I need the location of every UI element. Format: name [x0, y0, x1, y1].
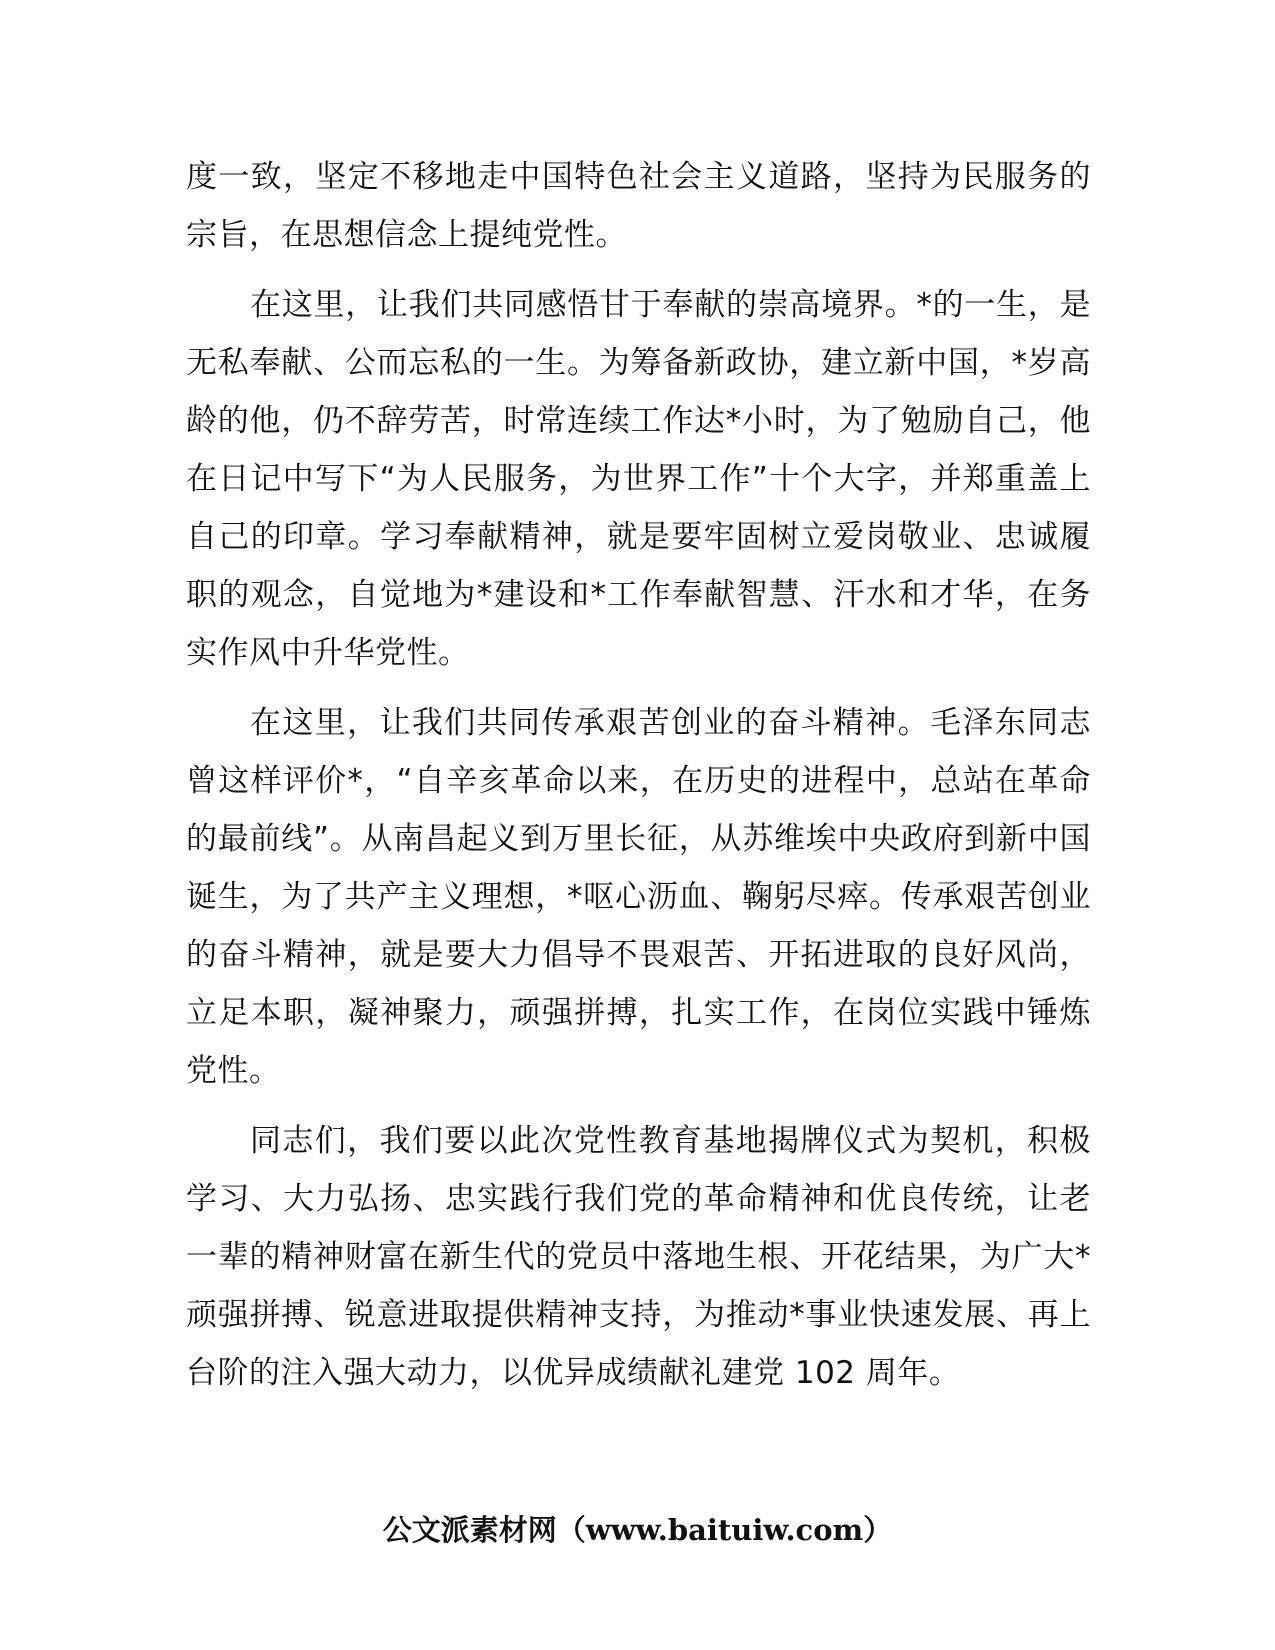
document-body: [186, 148, 1091, 1414]
paragraph-conclusion: 同志们，我们要以此次党性教育基地揭牌仪式为契机，积极学习、大力弘扬、忠实践行我们党的革命精神和优良传统，让老一辈的精神财富在新生代的党员中落地生根、开花结果，为广大*顽强拼搏、锐意进取提供精神支持，为推动*事业快速发展、再上台阶的注入强大动力，以优异成绩献礼建党 102 周年。: [186, 1123, 1091, 1391]
paragraph-continuation: 度一致，坚定不移地走中国特色社会主义道路，坚持为民服务的宗旨，在思想信念上提纯党性。: [186, 159, 1091, 253]
paragraph-dedication: 在这里，让我们共同感悟甘于奉献的崇高境界。*的一生，是无私奉献、公而忘私的一生。为筹备新政协，建立新中国，*岁高龄的他，仍不辞劳苦，时常连续工作达*小时，为了勉励自己，他在日记中写下“为人民服务，为世界工作”十个大字，并郑重盖上自己的印章。学习奉献精神，就是要牢固树立爱岗敬业、忠诚履职的观念，自觉地为*建设和*工作奉献智慧、汗水和才华，在务实作风中升华党性。: [186, 287, 1091, 671]
paragraph-struggle-spirit: 在这里，让我们共同传承艰苦创业的奋斗精神。毛泽东同志曾这样评价*，“自辛亥革命以来，在历史的进程中，总站在革命的最前线”。从南昌起义到万里长征，从苏维埃中央政府到新中国诞生，为了共产主义理想，*呕心沥血、鞠躬尽瘁。传承艰苦创业的奋斗精神，就是要大力倡导不畏艰苦、开拓进取的良好风尚，立足本职，凝神聚力，顽强拼搏，扎实工作，在岗位实践中锤炼党性。: [186, 705, 1091, 1089]
footer-source-line: 公文派素材网（www.baituiw.com）: [382, 1513, 893, 1547]
